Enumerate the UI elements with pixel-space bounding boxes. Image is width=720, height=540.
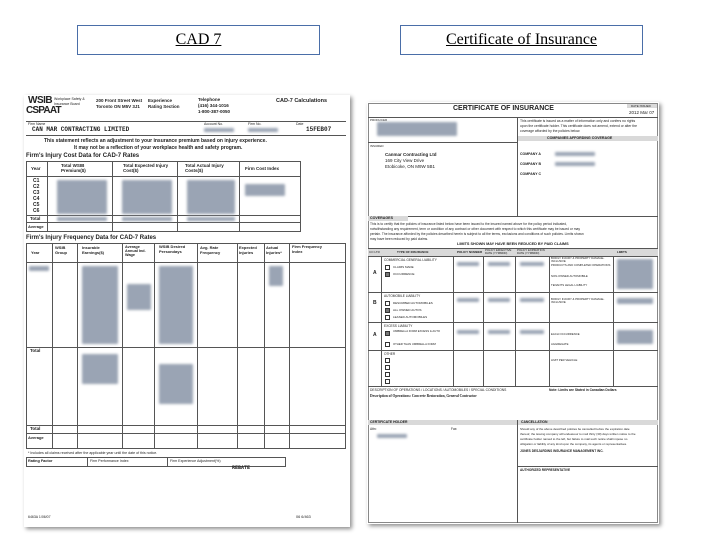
- cost-header-premium: Total WSIB Premium($): [61, 163, 86, 173]
- cad7-header-label: CAD 7: [175, 31, 222, 48]
- companies-header: COMPANIES AFFORDING COVERAGE: [547, 136, 613, 140]
- col-expiration: POLICY EXPIRATION DATE (YYMMDD): [517, 248, 545, 255]
- auto-limit-1: BODILY INJURY & PROPERTY DAMAGE-INCLUSIVE: [551, 297, 605, 304]
- auto-option-leased: LEASED AUTOMOBILES: [393, 315, 428, 319]
- telephone-2: 1-800-387-0050: [198, 109, 231, 114]
- firm-name: CAN MAR CONTRACTING LIMITED: [32, 126, 130, 133]
- gl-limit-4: TENANTS LEGAL LIABILITY: [551, 283, 588, 287]
- cost-header-expected: Total Expected Injury Cost($): [123, 163, 169, 173]
- cost-table: [26, 161, 301, 232]
- notice-line-3: coverage afforded by the policies below.: [520, 129, 581, 133]
- co-letter-gl: A: [373, 270, 377, 276]
- freq-header-rate: Avg. Rate Frequency: [200, 245, 221, 255]
- cancellation-line-2: thereof, the issuing company will endeavour to mail thirty (30) days written notice to the: [520, 432, 636, 436]
- description-label: DESCRIPTION OF OPERATIONS / LOCATIONS / AUTOMOBILES / SPECIAL CONDITIONS: [370, 388, 507, 392]
- gl-limit-2: PRODUCTS AND COMPLETED OPERATIONS: [551, 263, 611, 267]
- year-c4: C4: [33, 196, 40, 202]
- freq-header-actual: Actual Injuries*: [266, 245, 282, 255]
- co-letter-excess: A: [373, 332, 377, 338]
- other-limit-1: LIMIT PER VEHICLE: [551, 358, 578, 362]
- firm-experience-label: Firm Experience Adjustment(%): [170, 459, 221, 463]
- cad7-document: [24, 95, 350, 527]
- address-right-2: Rating Section: [148, 104, 180, 109]
- limits-note: LIMITS SHOWN MAY HAVE BEEN REDUCED BY PAID CLAIMS: [457, 242, 569, 246]
- auto-option-owned: ALL OWNED AUTOS: [393, 308, 422, 312]
- excess-option-other: OTHER THAN UMBRELLA FORM: [393, 342, 436, 346]
- year-c5: C5: [33, 202, 40, 208]
- freq-average-label: Average: [28, 435, 44, 440]
- auto-liability-label: AUTOMOBILE LIABILITY: [384, 294, 421, 298]
- producer-label: PRODUCER: [370, 118, 388, 122]
- cad7-title: CAD-7 Calculations: [276, 98, 328, 104]
- freq-header-earnings: Insurable Earnings($): [82, 245, 105, 255]
- year-c1: C1: [33, 178, 40, 184]
- notice-line-1: This certificate is issued as a matter of information only and confers no rights: [520, 119, 636, 123]
- freq-header-group: WSIB Group: [55, 245, 67, 255]
- insured-label: INSURED: [370, 144, 384, 148]
- coverages-line-1: This is to certify that the policies of insurance listed below have been issued to the insured named above for the policy period indicated,: [370, 222, 568, 226]
- gl-option-occurrence: OCCURRENCE: [393, 272, 415, 276]
- org-line-2: Insurance Board: [54, 102, 80, 106]
- excess-limit-2: AGGREGATE: [551, 342, 569, 346]
- date-issued-label: DATE ISSUED: [631, 104, 651, 108]
- gl-limit-3: NON-OWNED AUTOMOBILE: [551, 274, 588, 278]
- org-line-1: Workplace Safety &: [54, 97, 85, 101]
- col-effective: POLICY EFFECTIVE DATE (YYMMDD): [485, 248, 512, 255]
- firm-no-label: Firm No.: [248, 122, 262, 126]
- gl-option-claims: CLAIMS MADE: [393, 265, 414, 269]
- co-letter-auto: B: [373, 300, 377, 306]
- col-limits: LIMITS: [617, 250, 627, 254]
- company-b-label: COMPANY B: [520, 162, 542, 166]
- telephone-1: (416) 344-1016: [198, 103, 229, 108]
- page-code: 06 6/463: [296, 515, 311, 519]
- description-value: Description of Operations: Concrete Restoration, General Contractor: [370, 394, 477, 398]
- coverages-line-4: may have been reduced by paid claims.: [370, 237, 429, 241]
- cost-total-label: Total: [30, 216, 41, 221]
- freq-header-wage: Average Annual Ind. Wage: [125, 245, 146, 258]
- statement-line-1: This statement reflects an adjustment to your insurance premium based on injury experience.: [44, 138, 267, 144]
- freq-header-year: Year: [31, 250, 40, 255]
- freq-header-expected: Expected Injuries: [239, 245, 257, 255]
- date-issued: 2012 Mar 07: [629, 110, 655, 115]
- date-value: 15FEB07: [306, 126, 332, 133]
- description-note: Note: Limits are Stated in Canadian Dollars: [549, 388, 617, 392]
- attn-label: Attn:: [370, 427, 377, 431]
- form-code: 6463A 1/06/07: [28, 515, 51, 519]
- auto-option-described: DESCRIBED AUTOMOBILES: [393, 301, 433, 305]
- col-policy-number: POLICY NUMBER: [457, 250, 483, 254]
- excess-liability-label: EXCESS LIABILITY: [384, 324, 413, 328]
- year-c2: C2: [33, 184, 40, 190]
- coi-title: CERTIFICATE OF INSURANCE: [453, 105, 554, 112]
- company-c-label: COMPANY C: [520, 172, 542, 176]
- freq-section-title: Firm's Injury Frequency Data for CAD-7 Rates: [26, 235, 157, 241]
- cost-header-year: Year: [31, 166, 41, 171]
- cancellation-line-1: Should any of the above described policies be cancelled before the expiration date: [520, 427, 630, 431]
- cancellation-label: CANCELLATION: [521, 420, 548, 424]
- freq-header-index: Firm Frequency Index: [292, 244, 323, 254]
- coverages-line-2: notwithstanding any requirement, term or condition of any contract or other document with respect to which this certificate may be issued or may: [370, 227, 581, 231]
- cost-average-label: Average: [28, 224, 44, 229]
- freq-total-row-label: Total: [30, 348, 41, 353]
- address-right-1: Experience: [148, 98, 173, 103]
- other-label: OTHER: [384, 352, 396, 356]
- cancellation-line-3: certificate holder named to the left, but failure to mail such notice shall impose no: [520, 437, 628, 441]
- insured-name: Canmar Contracting Ltd: [385, 152, 437, 157]
- authorized-label: AUTHORIZED REPRESENTATIVE: [520, 468, 571, 472]
- coi-document: [367, 102, 659, 524]
- rating-factor-label: Rating Factor: [28, 459, 53, 463]
- cspaat-logo: CSPAAT: [26, 105, 61, 116]
- coi-header-label: Certificate of Insurance: [445, 31, 598, 48]
- holder-label: CERTIFICATE HOLDER: [370, 420, 408, 424]
- freq-total-label: Total: [30, 426, 41, 431]
- general-liability-label: COMMERCIAL GENERAL LIABILITY: [384, 258, 437, 262]
- freq-table: [26, 243, 346, 449]
- cost-section-title: Firm's Injury Cost Data for CAD-7 Rates: [26, 153, 140, 159]
- notice-line-2: upon the certificate holder. This certificate does not amend, extend or alter the: [520, 124, 637, 128]
- wsib-logo: WSIB: [28, 95, 53, 106]
- cancellation-line-4: obligation or liability of any kind upon the company, its agents or representatives.: [520, 442, 628, 446]
- rebate-value: REBATE: [232, 465, 251, 471]
- coverages-line-3: pertain. The insurance afforded by the policies described herein is subject to all the terms, exclusions and conditions of such policies. Limits shown: [370, 232, 584, 236]
- company-a-label: COMPANY A: [520, 152, 541, 156]
- statement-line-2: It may not be a reflection of your workplace health and safety program.: [74, 145, 243, 151]
- telephone-label: Telephone: [198, 97, 221, 102]
- account-label: Account No.: [204, 122, 224, 126]
- cad7-header: [77, 25, 320, 55]
- fax-label: Fax:: [451, 427, 458, 431]
- broker-name: JONES DESJARDINS INSURANCE MANAGEMENT INC.: [520, 449, 604, 453]
- coi-header: [400, 25, 643, 55]
- col-co-ltr: CO LTR: [369, 250, 380, 254]
- gl-limit-1: BODILY INJURY & PROPERTY DAMAGE-INCLUSIVE: [551, 256, 605, 263]
- insured-address-1: 169 City View Drive: [385, 158, 425, 163]
- firm-name-label: Firm Name: [28, 122, 46, 126]
- cost-header-actual: Total Actual Injury Costs($): [185, 163, 224, 173]
- freq-header-persondays: WSIB Desired Persondays: [159, 244, 186, 254]
- firm-performance-label: Firm Performance Index: [90, 459, 129, 463]
- footnote: * Includes all claims received after the applicable year until the date of this notice.: [28, 451, 158, 455]
- year-c6: C6: [33, 208, 40, 214]
- address-line-2: Toronto ON M5V 3J1: [96, 104, 140, 109]
- address-line-1: 200 Front Street West: [96, 98, 143, 103]
- insured-address-2: Etobicoke, ON M9W 5B1: [385, 164, 436, 169]
- cost-header-index: Firm Cost Index: [245, 166, 280, 171]
- year-c3: C3: [33, 190, 40, 196]
- col-type: TYPE OF INSURANCE: [397, 250, 429, 254]
- coverages-label: COVERAGES: [370, 216, 393, 220]
- excess-option-umbrella: UMBRELLA FORM EXCESS & AUTO: [393, 329, 441, 333]
- excess-limit-1: EACH OCCURRENCE: [551, 332, 580, 336]
- date-label: Date: [296, 122, 304, 126]
